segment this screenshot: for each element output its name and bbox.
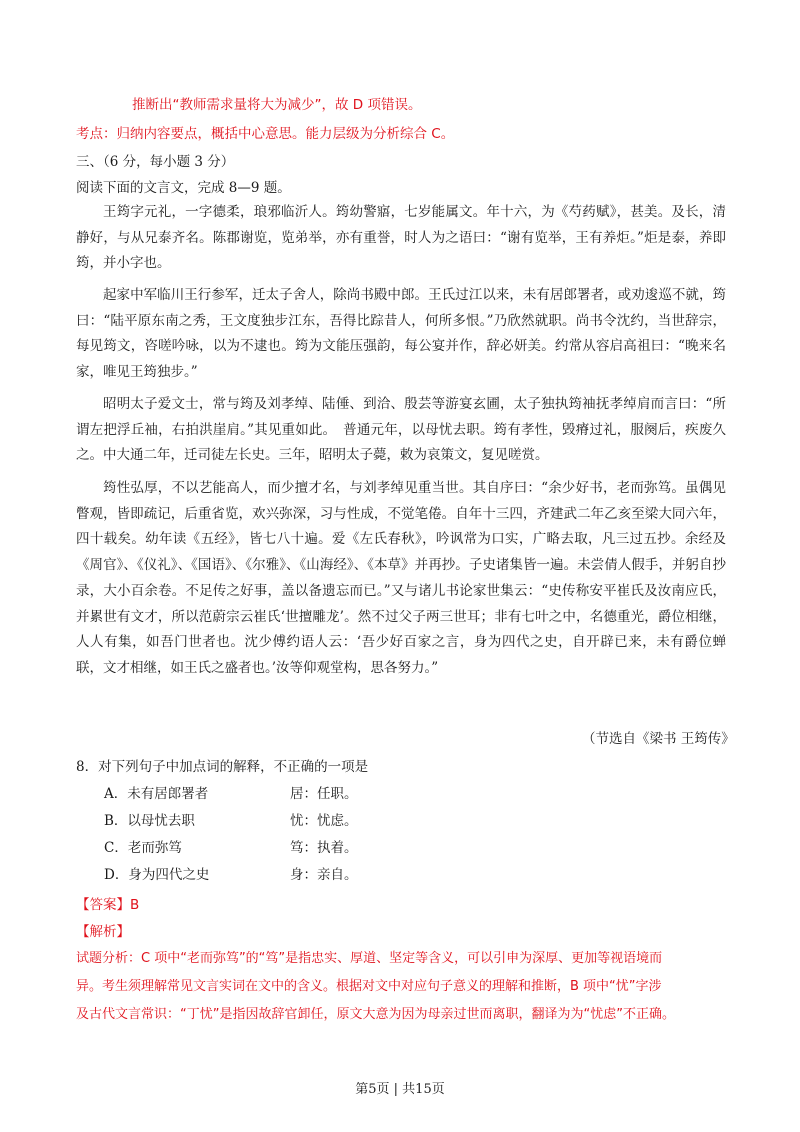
- option-b-label: B．以母忧去职: [104, 813, 195, 829]
- option-c-gloss: 笃：执着。: [290, 840, 358, 856]
- passage-source: （节选自《梁书 王筠传》: [582, 731, 735, 747]
- prev-answer-line-2: 考点：归纳内容要点，概括中心意思。能力层级为分析综合 C。: [76, 126, 455, 142]
- option-c-label: C．老而弥笃: [104, 840, 182, 856]
- option-a-gloss: 居：任职。: [290, 786, 358, 802]
- analysis-line-2: 异。考生须理解常见文言实词在文中的含义。根据对文中对应句子意义的理解和推断，B 项中“忧”字涉: [76, 979, 662, 994]
- passage-paragraph-3: 昭明太子爱文士，常与筠及刘孝绰、陆倕、到洽、殷芸等游宴玄圃，太子独执筠袖抚孝绰肩而言曰：“所谓左把浮丘袖，右拍洪崖肩。”其见重如此。 普通元年，以母忧去职。筠有孝性，毁瘠过礼，服阕后，疾废久之。中大通二年，迁司徒左长史。三年，昭明太子薨，敕为哀策文，复见嗟赏。: [76, 396, 726, 464]
- passage-paragraph-4: 筠性弘厚，不以艺能高人，而少擅才名，与刘孝绰见重当世。其自序曰：“余少好书，老而弥笃。虽偶见瞥观，皆即疏记，后重省览，欢兴弥深，习与性成，不觉笔倦。自年十三四，齐建武二年乙亥至梁大同六年，四十载矣。幼年读《五经》，皆七八十遍。爱《左氏春秋》，吟讽常为口实，广略去取，凡三过五抄。余经及《周官》、《仪礼》、《国语》、《尔雅》、《山海经》、《本草》并再抄。子史诸集皆一遍。未尝倩人假手，并躬自抄录，大小百余卷。不足传之好事，盖以备遗忘而已。”又与诸儿书论家世集云：“史传称安平崔氏及汝南应氏，并累世有文才，所以范蔚宗云崔氏‘世擅雕龙’。然不过父子两三世耳；非有七叶之中，名德重光，爵位相继，人人有集，如吾门世者也。沈少傅约语人云：‘吾少好百家之言，身为四代之史，自开辟已来，未有爵位蝉联，文才相继，如王氏之盛者也。’汝等仰观堂构，思各努力。”: [76, 480, 726, 676]
- passage-paragraph-1: 王筠字元礼，一字德柔，琅邪临沂人。筠幼警寤，七岁能属文。年十六，为《芍药赋》，甚美。及长，清静好，与从兄泰齐名。陈郡谢览，览弟举，亦有重誉，时人为之语曰：“谢有览举，王有养炬。”炬是泰，养即筠，并小字也。: [76, 204, 726, 272]
- prev-answer-line-1: 推断出“教师需求量将大为减少”，故 D 项错误。: [132, 97, 422, 113]
- option-d-gloss: 身：亲自。: [290, 867, 358, 883]
- answer-label: 【答案】B: [76, 897, 140, 913]
- option-b-gloss: 忧：忧虑。: [290, 813, 358, 829]
- passage-paragraph-2: 起家中军临川王行参军，迁太子舍人，除尚书殿中郎。王氏过江以来，未有居郎署者，或劝逡巡不就，筠曰：“陆平原东南之秀，王文度独步江东，吾得比踪昔人，何所多恨。”乃欣然就职。尚书令沈约，当世辞宗，每见筠文，咨嗟吟咏，以为不逮也。筠为文能压强韵，每公宴并作，辞必妍美。约常从容启高祖曰：“晚来名家，唯见王筠独步。”: [76, 287, 726, 381]
- section-heading: 三、（6 分，每小题 3 分）: [76, 154, 235, 170]
- question-stem: 8．对下列句子中加点词的解释，不正确的一项是: [76, 759, 369, 775]
- option-d-label: D．身为四代之史: [104, 867, 210, 883]
- analysis-label: 【解析】: [76, 924, 130, 940]
- analysis-line-3: 及古代文言常识：“丁忧”是指因故辞官卸任，原文大意为因为母亲过世而离职，翻译为为“忧虑”不正确。: [76, 1007, 675, 1022]
- analysis-line-1: 试题分析：C 项中“老而弥笃”的“笃”是指忠实、厚道、坚定等含义，可以引申为深厚、更加等视语境而: [76, 951, 663, 966]
- option-a-label: A．未有居郎署者: [104, 786, 209, 802]
- page-footer: 第5页 | 共15页: [355, 1082, 445, 1097]
- section-instruction: 阅读下面的文言文，完成 8—9 题。: [76, 180, 291, 196]
